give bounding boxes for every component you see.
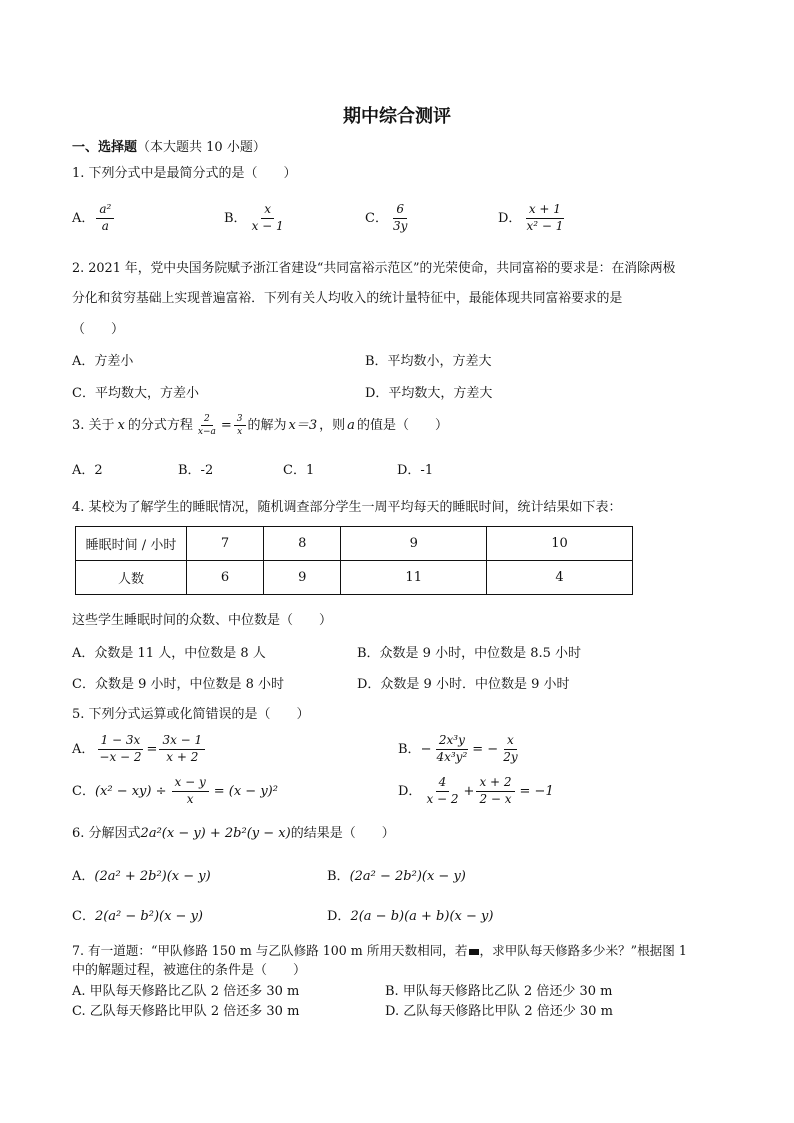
q3-option-d[interactable]: D．-1: [397, 463, 434, 478]
q1-option-b[interactable]: [224, 203, 289, 234]
numerator: a²: [96, 203, 114, 219]
denominator: x − 2: [426, 791, 459, 806]
option-letter: D．: [327, 909, 351, 924]
table-row-header: 睡眠时间 / 小时: [76, 527, 187, 561]
option-letter: C．: [72, 783, 95, 799]
denominator: 2y: [503, 749, 518, 764]
table-cell: 6: [187, 561, 264, 595]
plus-sign: +: [463, 783, 475, 799]
q7-line1-post: ，求甲队每天修路多少米？”根据图 1: [479, 943, 687, 958]
denominator: x: [186, 791, 194, 806]
denominator: x: [237, 427, 243, 438]
section-label: 一、选择题: [72, 140, 138, 155]
question-2-line1: 2. 2021 年，党中央国务院赋予浙江省建设“共同富裕示范区”的光荣使命，共同富裕的要求是：在消除两极: [72, 261, 676, 276]
fraction: [500, 734, 520, 765]
expression: (x² − xy) ÷: [94, 783, 167, 799]
fraction: [172, 776, 209, 807]
q5-option-b[interactable]: [398, 734, 523, 765]
expression: = (x − y)²: [213, 783, 278, 799]
fraction: [234, 414, 246, 438]
table-cell: 4: [487, 561, 633, 595]
denominator: 3y: [392, 218, 408, 233]
numerator: x − y: [172, 776, 209, 792]
q6-option-a[interactable]: [72, 869, 211, 885]
q1-option-c[interactable]: [365, 203, 412, 234]
option-letter: A．: [72, 210, 95, 226]
denominator: −x − 2: [99, 749, 142, 764]
option-letter: C．: [365, 210, 388, 226]
question-7-line2: 中的解题过程，被遮住的条件是（ ）: [72, 963, 307, 978]
option-letter: B．: [398, 741, 421, 757]
question-5-stem: 5. 下列分式运算或化简错误的是（ ）: [72, 707, 310, 722]
q1-option-d[interactable]: [498, 203, 568, 234]
table-cell: 8: [264, 527, 341, 561]
fraction: [433, 734, 470, 765]
q7-option-c[interactable]: C. 乙队每天修路比甲队 2 倍还多 30 m: [72, 1004, 300, 1019]
q4-option-d[interactable]: D．众数是 9 小时．中位数是 9 小时: [357, 677, 570, 692]
q2-option-b[interactable]: B．平均数小，方差大: [365, 354, 492, 369]
q5-option-d[interactable]: [398, 776, 554, 807]
denominator: x−a: [197, 427, 216, 438]
equals-sign: =: [220, 418, 232, 434]
section-heading: [72, 140, 266, 156]
question-7-line1: [72, 943, 687, 958]
numerator: x: [261, 203, 274, 219]
table-cell: 10: [487, 527, 633, 561]
minus-sign: −: [420, 741, 432, 757]
q3-pre: 3. 关于: [72, 418, 115, 434]
fraction: [96, 734, 144, 765]
fraction: [390, 203, 410, 234]
table-row: [76, 527, 633, 561]
q2-option-d[interactable]: D．平均数大，方差大: [365, 386, 493, 401]
q3-variable-x: x: [117, 418, 125, 434]
option-letter: C．: [72, 909, 95, 924]
option-letter: D．: [498, 210, 522, 226]
fraction: [249, 203, 287, 234]
q6-option-c[interactable]: [72, 909, 203, 925]
expression: 2(a² − b²)(x − y): [94, 909, 203, 924]
fraction: [195, 414, 219, 438]
page-title: 期中综合测评: [343, 106, 451, 127]
numerator: 2x³y: [436, 734, 468, 750]
q3-solution: x＝3: [288, 418, 318, 434]
q3-post3: 的值是（ ）: [356, 418, 448, 434]
numerator: 1 − 3x: [98, 734, 144, 750]
fraction: [523, 203, 566, 234]
denominator: x² − 1: [526, 218, 564, 233]
numerator: x: [504, 734, 517, 750]
q1-option-a[interactable]: [72, 203, 116, 234]
expression: 2(a − b)(a + b)(x − y): [350, 909, 494, 924]
q4-option-a[interactable]: A．众数是 11 人，中位数是 8 人: [72, 646, 266, 661]
denominator: x − 1: [251, 218, 284, 233]
q3-post1: 的解为: [247, 418, 287, 434]
q2-option-a[interactable]: A．方差小: [72, 354, 134, 369]
numerator: 2: [201, 414, 213, 426]
table-row-header: 人数: [76, 561, 187, 595]
q7-option-a[interactable]: A. 甲队每天修路比乙队 2 倍还多 30 m: [72, 984, 300, 999]
numerator: 6: [393, 203, 407, 219]
table-cell: 7: [187, 527, 264, 561]
q5-option-a[interactable]: [72, 734, 207, 765]
numerator: 3x − 1: [159, 734, 205, 750]
question-4-question: 这些学生睡眠时间的众数、中位数是（ ）: [72, 613, 333, 628]
q3-option-b[interactable]: B．-2: [178, 463, 214, 478]
q7-option-b[interactable]: B. 甲队每天修路比乙队 2 倍还少 30 m: [385, 984, 613, 999]
equals-sign: =: [146, 741, 158, 757]
question-6-stem: [72, 826, 395, 842]
denominator: x + 2: [166, 749, 199, 764]
q7-option-d[interactable]: D. 乙队每天修路比甲队 2 倍还少 30 m: [385, 1004, 613, 1019]
fraction: [423, 776, 461, 807]
q2-option-c[interactable]: C．平均数大，方差小: [72, 386, 199, 401]
q6-post: 的结果是（ ）: [290, 826, 395, 841]
denominator: 4x³y²: [436, 749, 468, 764]
table-cell: 11: [341, 561, 487, 595]
question-3-stem: [72, 414, 448, 438]
q3-option-c[interactable]: C．1: [283, 463, 315, 478]
q4-option-c[interactable]: C．众数是 9 小时，中位数是 8 小时: [72, 677, 285, 692]
denominator: 2 − x: [479, 791, 512, 806]
fraction: [476, 776, 514, 807]
table-row: [76, 561, 633, 595]
q3-mid: 的分式方程: [127, 418, 193, 434]
question-2-line2: 分化和贫穷基础上实现普遍富裕．下列有关人均收入的统计量特征中，最能体现共同富裕要求的是: [72, 291, 623, 306]
expression: (2a² − 2b²)(x − y): [349, 869, 466, 884]
numerator: x + 1: [526, 203, 564, 219]
table-cell: 9: [264, 561, 341, 595]
q6-expression: 2a²(x − y) + 2b²(y − x): [140, 826, 291, 841]
q7-line1-pre: 7. 有一道题：“甲队修路 150 m 与乙队修路 100 m 所用天数相同，若: [72, 943, 468, 958]
numerator: 4: [436, 776, 450, 792]
numerator: 3: [234, 414, 246, 426]
q6-option-b[interactable]: [327, 869, 466, 885]
covered-condition-block: [469, 949, 479, 955]
expression: = −1: [519, 783, 554, 799]
question-2-line3: （ ）: [72, 322, 125, 337]
q6-option-d[interactable]: [327, 909, 493, 925]
option-letter: B．: [224, 210, 247, 226]
question-4-stem: 4. 某校为了解学生的睡眠情况，随机调查部分学生一周平均每天的睡眠时间，统计结果如下表：: [72, 500, 622, 515]
option-letter: D．: [398, 783, 422, 799]
q5-option-c[interactable]: [72, 776, 278, 807]
q3-variable-a: a: [347, 418, 355, 434]
option-letter: B．: [327, 869, 350, 884]
section-note: （本大题共 10 小题）: [137, 140, 266, 155]
q3-option-a[interactable]: A．2: [72, 463, 103, 478]
sleep-time-table: [75, 526, 633, 595]
expression: (2a² + 2b²)(x − y): [94, 869, 211, 884]
q6-pre: 6. 分解因式: [72, 826, 141, 841]
equals-sign: = −: [472, 741, 499, 757]
fraction: [159, 734, 205, 765]
question-1-stem: 1. 下列分式中是最简分式的是（ ）: [72, 166, 297, 181]
q4-option-b[interactable]: B．众数是 9 小时，中位数是 8.5 小时: [357, 646, 582, 661]
option-letter: A．: [72, 741, 95, 757]
numerator: x + 2: [476, 776, 514, 792]
q3-post2: ，则: [319, 418, 346, 434]
table-cell: 9: [341, 527, 487, 561]
denominator: a: [101, 218, 109, 233]
option-letter: A．: [72, 869, 95, 884]
fraction: [96, 203, 114, 234]
